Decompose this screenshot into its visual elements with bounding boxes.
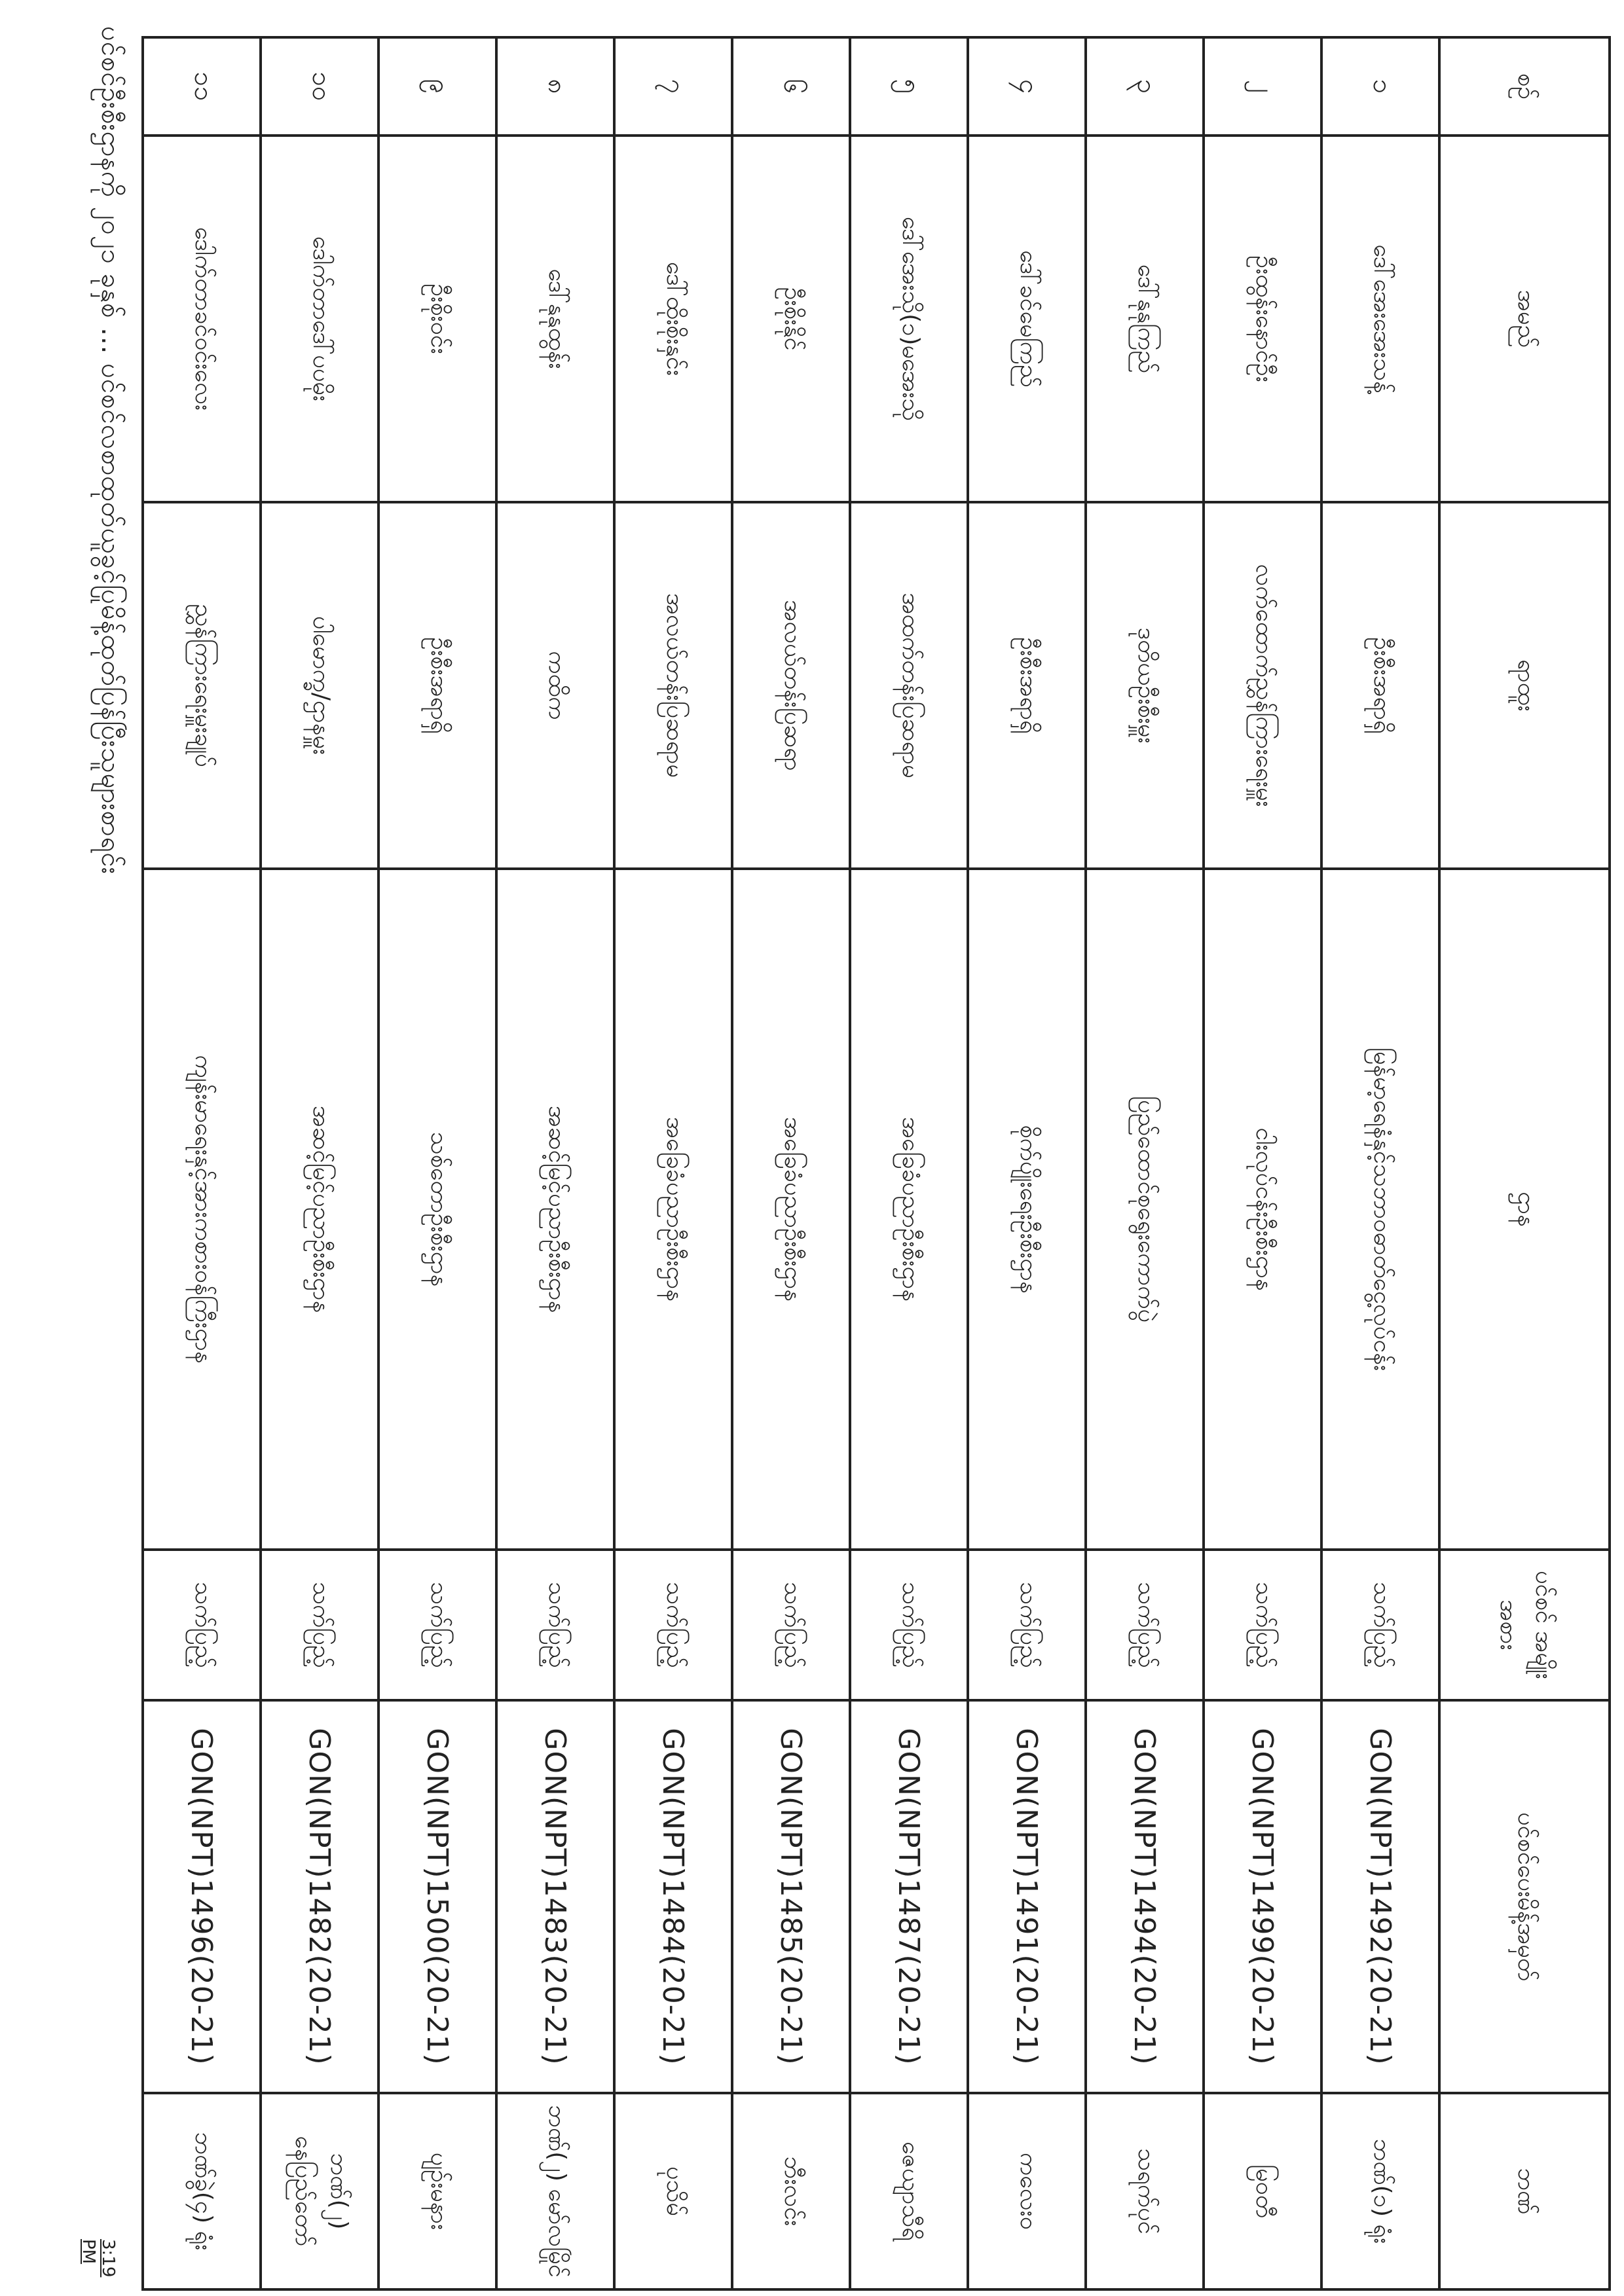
pension-records-table	[141, 36, 1611, 2291]
cell-serial: ၈	[496, 37, 614, 136]
cell-name: ဒေါ်ခင်မေကြည်	[968, 136, 1086, 502]
cell-pension-type: သက်ပြည့်	[732, 1550, 850, 1700]
cell-order-number: GON(NPT)1491(20-21)	[968, 1700, 1086, 2093]
header-name: အမည်	[1439, 136, 1610, 502]
cell-serial: ၇	[614, 37, 732, 136]
table-header-row	[1439, 37, 1610, 2289]
cell-pension-type: သက်ပြည့်	[378, 1550, 496, 1700]
cell-position: ကထိက	[496, 502, 614, 869]
cell-pension-type: သက်ပြည့်	[1321, 1550, 1439, 1700]
cell-order-number: GON(NPT)1496(20-21)	[143, 1700, 261, 2093]
cell-department: အခြေခံပညာဦးစီးဌာန	[732, 869, 850, 1550]
cell-position: ဦးစီးအရာရှိ	[968, 502, 1086, 869]
cell-name: ဒေါ်နုနုထွန်း	[496, 136, 614, 502]
cell-pension-type: သက်ပြည့်	[143, 1550, 261, 1700]
cell-serial: ၁၀	[261, 37, 378, 136]
timestamp: 3:19 PM	[79, 2239, 118, 2278]
cell-pension-type: သက်ပြည့်	[850, 1550, 968, 1700]
table-row	[1204, 37, 1321, 2289]
cell-serial: ၂	[1204, 37, 1321, 136]
cell-department: သစ်တောဦးစီးဌာန	[378, 869, 496, 1550]
cell-bank: မြဝတီ	[1204, 2093, 1321, 2289]
cell-order-number: GON(NPT)1487(20-21)	[850, 1700, 968, 2093]
cell-position: အလယ်တန်းပြဆရာမ	[614, 502, 732, 869]
cell-order-number: GON(NPT)1483(20-21)	[496, 1700, 614, 2093]
table-row	[143, 37, 261, 2289]
header-bank: ဘဏ်	[1439, 2093, 1610, 2289]
cell-department: အခြေခံပညာဦးစီးဌာန	[850, 869, 968, 1550]
cell-serial: ၁၁	[143, 37, 261, 136]
table-row	[261, 37, 378, 2289]
cell-bank: ဘဏ်ခွဲ(၄) ရုံး	[143, 2093, 261, 2289]
table-row	[850, 37, 968, 2289]
cell-serial: ၃	[1086, 37, 1204, 136]
cell-department: ငါးလုပ်ငန်းဦးစီးဌာန	[1204, 869, 1321, 1550]
cell-pension-type: သက်ပြည့်	[614, 1550, 732, 1700]
cell-department: အဆင့်မြင့်ပညာဦးစီးဌာန	[261, 869, 378, 1550]
cell-department: စိုက်ပျိုးရေးဦးစီးဌာန	[968, 869, 1086, 1550]
cell-department: အဆင့်မြင့်ပညာဦးစီးဌာန	[496, 869, 614, 1550]
cell-department: မြန်မာ့ရေနံနှင့်သဘာဝဓာတ်ငွေ့လုပ်ငန်း	[1321, 869, 1439, 1550]
cell-serial: ၆	[732, 37, 850, 136]
table-row	[732, 37, 850, 2289]
cell-serial: ၉	[378, 37, 496, 136]
header-department: ဌာန	[1439, 869, 1610, 1550]
cell-pension-type: သက်ပြည့်	[1204, 1550, 1321, 1700]
cell-order-number: GON(NPT)1499(20-21)	[1204, 1700, 1321, 2093]
cell-order-number: GON(NPT)1485(20-21)	[732, 1700, 850, 2093]
table-row	[496, 37, 614, 2289]
table-row	[968, 37, 1086, 2289]
table-row	[1321, 37, 1439, 2289]
cell-position: ညွှန်ကြားရေးမှူးချုပ်	[143, 502, 261, 869]
cell-bank: ဘီးလင်း	[732, 2093, 850, 2289]
cell-name: ဒေါ်အေးအေးသန့်	[1321, 136, 1439, 502]
header-serial: စဉ်	[1439, 37, 1610, 136]
cell-bank: ကလေးဝ	[968, 2093, 1086, 2289]
cell-name: ဒေါ်နုနုကြည်	[1086, 136, 1204, 502]
cell-department: ကျန်းမာရေးနှင့်အားကစားဝန်ကြီးဌာန	[143, 869, 261, 1550]
header-pension-type: ပင်စင် အမျိုးအစား	[1439, 1550, 1610, 1700]
cell-bank: ဘဏ်(၁) ရုံး	[1321, 2093, 1439, 2289]
cell-pension-type: သက်ပြည့်	[968, 1550, 1086, 1700]
cell-name: ဦးစိုးနိုင်	[732, 136, 850, 502]
cell-name: ဒေါ်ထိုးစိုးနှင်း	[614, 136, 732, 502]
table-row	[1086, 37, 1204, 2289]
cell-name: ဒေါက်တာဒေါ်ပပမိုး	[261, 136, 378, 502]
cell-pension-type: သက်ပြည့်	[1086, 1550, 1204, 1700]
cell-order-number: GON(NPT)1500(20-21)	[378, 1700, 496, 2093]
cell-department: အခြေခံပညာဦးစီးဌာန	[614, 869, 732, 1550]
cell-name: ဒေါ်အေးသို(၁)မအေးသို	[850, 136, 968, 502]
cell-pension-type: သက်ပြည့်	[261, 1550, 378, 1700]
cell-position: ဦးစီးအရာရှိ	[378, 502, 496, 869]
cell-position: လက်ထောက်ညွှန်ကြားရေးမှူး	[1204, 502, 1321, 869]
cell-serial: ၄	[968, 37, 1086, 136]
cell-serial: ၁	[1321, 37, 1439, 136]
cell-serial: ၅	[850, 37, 968, 136]
cell-bank: ပုသိမ်	[614, 2093, 732, 2289]
header-position: ရာထူး	[1439, 502, 1610, 869]
cell-bank: ပျဉ်းမနား	[378, 2093, 496, 2289]
cell-pension-type: သက်ပြည့်	[496, 1550, 614, 1700]
cell-order-number: GON(NPT)1492(20-21)	[1321, 1700, 1439, 2093]
cell-position: အထက်တန်းပြဆရာမ	[850, 502, 968, 869]
document-title: ပင်စင်ဦးစီးဌာနကို ၂၀၂၁ ခုနှစ် ... ပင်စင်လစာထုတ်ယူခွင့်ပြုမိန့်ထုတ်ပြန်ပြီးသူများစာရင်း	[96, 26, 126, 875]
cell-position: ဦးစီးအရာရှိ	[1321, 502, 1439, 869]
cell-bank: သရက်ပုင်	[1086, 2093, 1204, 2289]
cell-order-number: GON(NPT)1482(20-21)	[261, 1700, 378, 2093]
cell-position: အလယ်တန်းပြဆရာ	[732, 502, 850, 869]
cell-name: ဒေါက်တာခင်ဝင်းလေး	[143, 136, 261, 502]
cell-bank: ဘဏ်(၂) မော်လမြိုင်	[496, 2093, 614, 2289]
cell-order-number: GON(NPT)1494(20-21)	[1086, 1700, 1204, 2093]
table-row	[614, 37, 732, 2289]
cell-bank: ဘဏ်(၂) နေပြည်တော်	[261, 2093, 378, 2289]
table-row	[378, 37, 496, 2289]
cell-name: ဦးစိုးဝင်း	[378, 136, 496, 502]
header-order-number: ပင်စင်ပေးမိန့်အမှတ်	[1439, 1700, 1610, 2093]
cell-order-number: GON(NPT)1484(20-21)	[614, 1700, 732, 2093]
cell-department: ပြည်ထောင်စုရွေးကောက်ပွဲ	[1086, 869, 1204, 1550]
cell-position: ဒုတိယဦးစီးမှူး	[1086, 502, 1204, 869]
cell-name: ဦးထွန်းနောင်ဦး	[1204, 136, 1321, 502]
cell-bank: ဇေယျာသီရိ	[850, 2093, 968, 2289]
cell-position: ပါမောက္ခ/ဌာနမှူး	[261, 502, 378, 869]
